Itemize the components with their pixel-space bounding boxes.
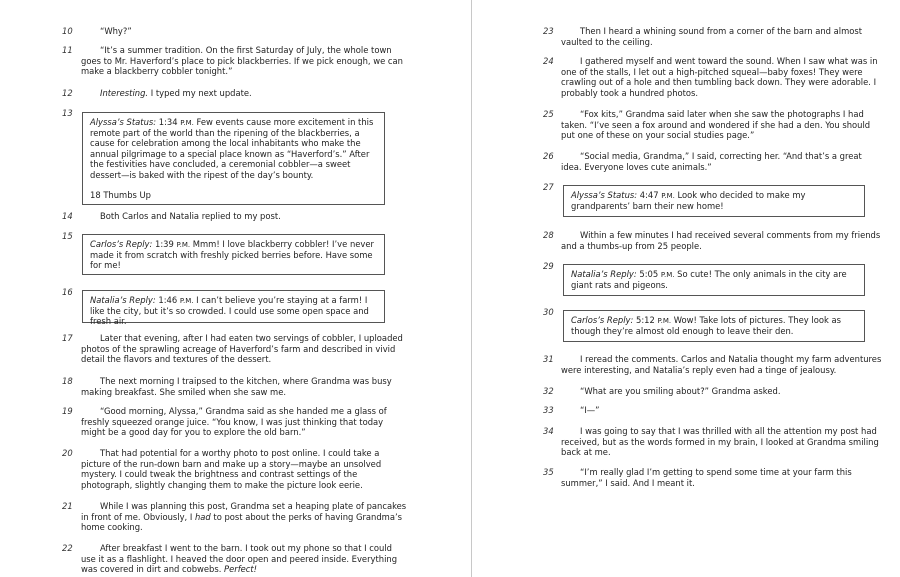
post-author-label: Carlos’s Reply: [90, 239, 153, 249]
reply-post-box [563, 310, 865, 342]
paragraph-number: 25 [543, 109, 554, 119]
post-author-label: Natalia’s Reply: [571, 269, 637, 279]
paragraph-text: “I’m really glad I’m getting to spend some time at your farm this summer,” I said. And I meant it. [561, 467, 852, 488]
paragraph-number: 12 [62, 88, 73, 98]
paragraph-number: 29 [543, 261, 554, 271]
post-ampm: P.M. [657, 317, 672, 325]
post-text: Wow! Take lots of pictures. They look as though they’re almost old enough to leave their den. [571, 315, 841, 336]
column-divider [471, 0, 472, 577]
post-author-label: Alyssa’s Status: [90, 117, 157, 127]
post-time: 5:12 [636, 315, 655, 325]
paragraph-number: 35 [543, 467, 554, 477]
paragraph-text: “Social media, Grandma,” I said, correcting her. “And that’s a great idea. Everyone loves cute animals.” [561, 151, 862, 172]
paragraph-text: “I—” [580, 405, 600, 415]
paragraph-number: 23 [543, 26, 554, 36]
paragraph-text: The next morning I traipsed to the kitchen, where Grandma was busy making breakfast. She smiled when she saw me. [81, 376, 392, 397]
paragraph-text: “Good morning, Alyssa,” Grandma said as she handed me a glass of freshly squeezed orange juice. “You know, I was just thinking that today might be a good day for you to explore the old barn.” [81, 406, 387, 437]
post-text: Look who decided to make my grandparents’ barn their new home! [571, 190, 806, 211]
paragraph-number: 19 [62, 406, 73, 416]
paragraph-number: 34 [543, 426, 554, 436]
paragraph-number: 18 [62, 376, 73, 386]
paragraph-number: 14 [62, 211, 73, 221]
status-post-box [563, 185, 865, 217]
post-author-label: Natalia’s Reply: [90, 295, 156, 305]
post-author-label: Carlos’s Reply: [571, 315, 634, 325]
paragraph-text: “It’s a summer tradition. On the first Saturday of July, the whole town goes to Mr. Haverford’s place to pick blackberries. If we pick enough, we can make a blackberry cobbler tonight.” [81, 45, 403, 76]
paragraph-number: 15 [62, 231, 73, 241]
paragraph-number: 10 [62, 26, 73, 36]
paragraph-number: 17 [62, 333, 73, 343]
post-time: 1:46 [158, 295, 178, 305]
paragraph-number: 30 [543, 307, 554, 317]
post-author-label: Alyssa’s Status: [571, 190, 638, 200]
reply-post-box [563, 264, 865, 296]
paragraph-text: Later that evening, after I had eaten two servings of cobbler, I uploaded photos of the sprawling acreage of Haverford’s farm and described in vivid detail the flavors and textures of the dessert. [81, 333, 403, 364]
post-time: 5:05 [639, 269, 659, 279]
post-text: Mmm! I love blackberry cobbler! I’ve never made it from scratch with freshly picked berries before. Have some for me! [90, 239, 374, 271]
emphasis-text: had [194, 511, 211, 522]
paragraph-text: Within a few minutes I had received several comments from my friends and a thumbs-up from 25 people. [561, 230, 881, 251]
post-ampm: P.M. [660, 271, 675, 279]
post-time: 1:34 [158, 117, 178, 127]
post-text: So cute! The only animals in the city are giant rats and pigeons. [571, 269, 847, 290]
status-post-box [82, 112, 385, 205]
reply-post-box [82, 290, 385, 327]
paragraph-number: 27 [543, 182, 554, 192]
paragraph-number: 22 [62, 543, 73, 553]
paragraph-text: I reread the comments. Carlos and Natalia thought my farm adventures were interesting, and Natalia’s reply even had a tinge of jealousy. [561, 354, 882, 375]
paragraph-number: 24 [543, 56, 554, 66]
post-time: 1:39 [155, 239, 174, 249]
post-text: I can’t believe you’re staying at a farm! I like the city, but it’s so crowded. I could use some open space and fresh air. [90, 295, 369, 327]
paragraph-text: While I was planning this post, Grandma set a heaping plate of pancakes in front of me. Obviously, I [81, 501, 407, 522]
paragraph-text: That had potential for a worthy photo to post online. I could take a picture of the run-down barn and make up a story—maybe an unsolved mystery. I could tweak the brightness and contrast settings of the photograph, slightly changing them to make the picture look eerie. [81, 448, 382, 490]
paragraph-text: After breakfast I went to the barn. I took out my phone so that I could use it as a flashlight. I heaved the door open and peered inside. Everything was covered in dirt and cobwebs. [81, 543, 398, 574]
post-ampm: P.M. [661, 192, 675, 200]
paragraph-number: 26 [543, 151, 554, 161]
paragraph-number: 32 [543, 386, 554, 396]
paragraph-number: 20 [62, 448, 73, 458]
paragraph-text: Then I heard a whining sound from a corner of the barn and almost vaulted to the ceiling. [561, 26, 863, 47]
paragraph-number: 21 [62, 501, 73, 511]
paragraph-text: “What are you smiling about?” Grandma asked. [580, 386, 781, 396]
paragraph-text: “Why?” [100, 26, 132, 36]
paragraph-number: 28 [543, 230, 554, 240]
paragraph-text: to post about the perks of having Grandma’s home cooking. [81, 511, 403, 532]
paragraph-text: I typed my next update. [148, 88, 252, 98]
post-time: 4:47 [639, 190, 659, 200]
paragraph-text: “Fox kits,” Grandma said later when she saw the photographs I had taken. “I’ve seen a fox around and wondered if she had a den. You should put one of these on your social studies page.” [561, 109, 871, 140]
paragraph-number: 16 [62, 287, 73, 297]
post-text: Few events cause more excitement in this remote part of the world than the ripening of the blackberries, a cause for celebration among the local inhabitants who make the annual pilgrimage to a special place known as “Haverford’s.” After the festivities have concluded, a ceremonial cobbler—a sweet dessert—is baked with the ripest of the day’s bounty. [90, 117, 374, 180]
paragraph-number: 13 [62, 108, 73, 118]
post-ampm: P.M. [179, 297, 194, 305]
paragraph-text: I gathered myself and went toward the sound. When I saw what was in one of the stalls, I let out a high-pitched squeal—baby foxes! They were crawling out of a hole and then tumbling back down. They were adorable. I probably took a hundred photos. [561, 56, 878, 98]
likes-count: 18 Thumbs Up [90, 190, 151, 201]
paragraph-number: 11 [62, 45, 73, 55]
reply-post-box [82, 234, 385, 275]
post-ampm: P.M. [180, 119, 194, 127]
post-ampm: P.M. [176, 241, 191, 249]
paragraph-text: Both Carlos and Natalia replied to my post. [100, 211, 281, 221]
paragraph-number: 33 [543, 405, 554, 415]
emphasis-text: Perfect! [224, 564, 258, 574]
emphasis-text: Interesting. [100, 88, 149, 98]
paragraph-text: I was going to say that I was thrilled with all the attention my post had received, but as the words formed in my brain, I looked at Grandma smiling back at me. [561, 426, 879, 457]
paragraph-number: 31 [543, 354, 554, 364]
